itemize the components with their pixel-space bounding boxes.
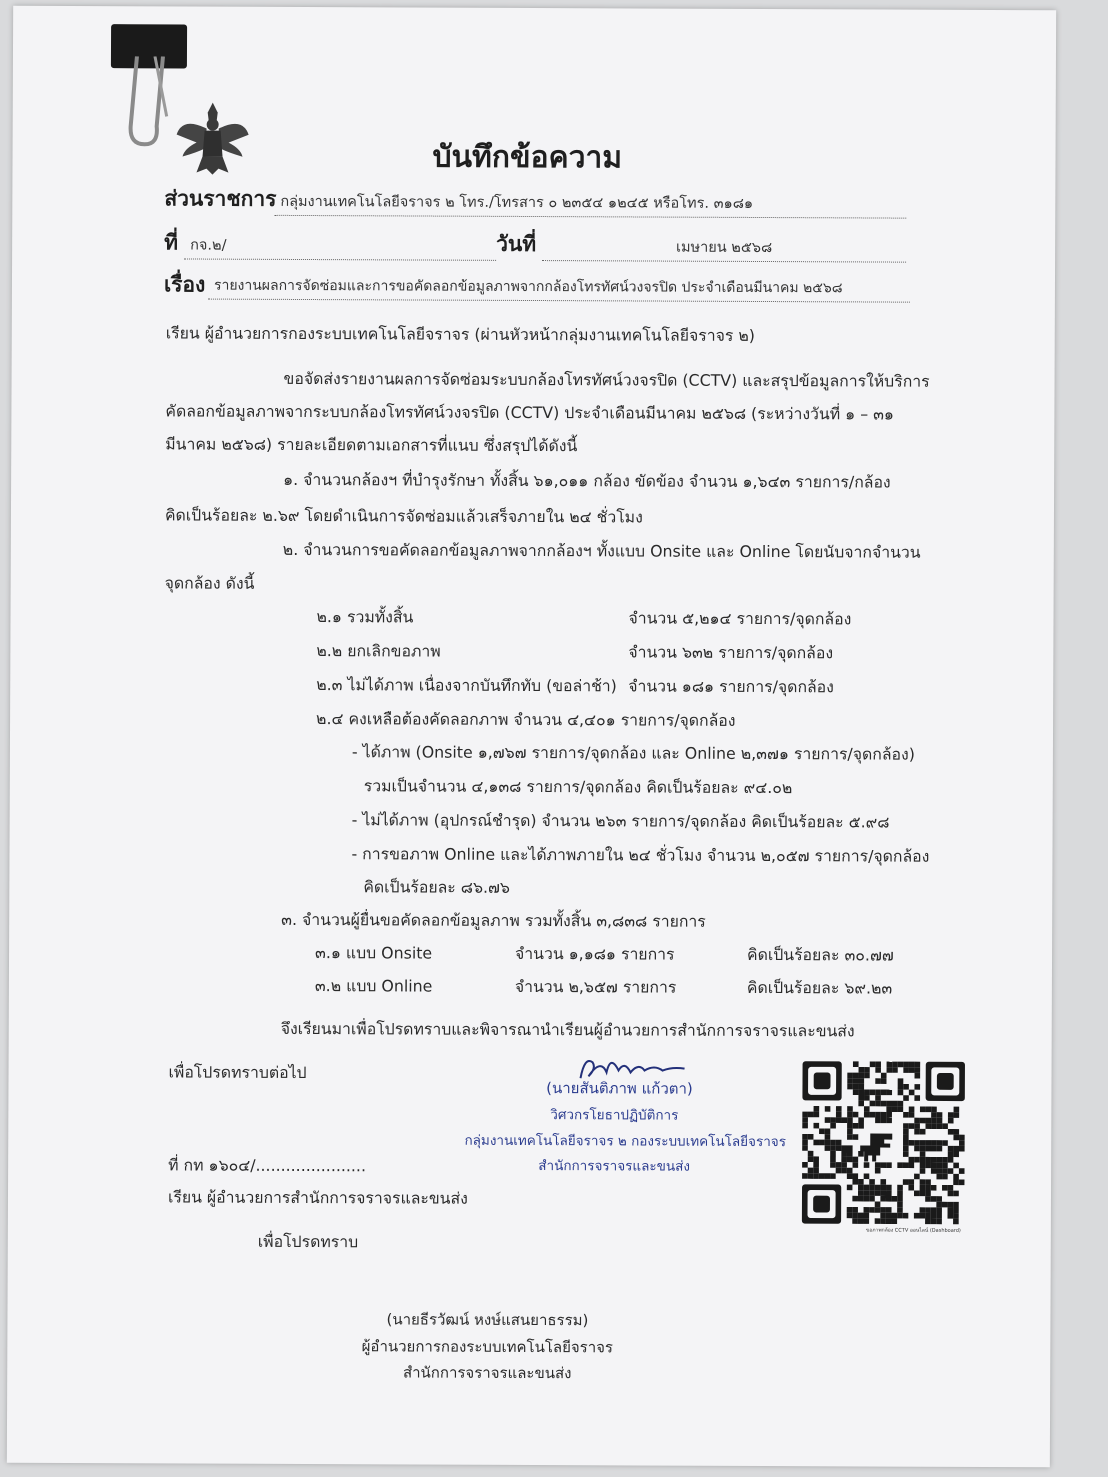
item-2-line-1: ๒. จำนวนการขอคัดลอกข้อมูลภาพจากกล้องฯ ทั้งแบบ Onsite และ Online โดยนับจากจำนวน (282, 539, 921, 562)
item-3-1-label: ๓.๑ แบบ Onsite (315, 943, 433, 963)
intro-line-1: ขอจัดส่งรายงานผลการจัดซ่อมระบบกล้องโทรทัศน์วงจรปิด (CCTV) และสรุปข้อมูลการให้บริการ (283, 368, 930, 391)
endorsement-to: เรียน ผู้อำนวยการสำนักการจราจรและขนส่ง (167, 1187, 468, 1208)
qr-code-icon[interactable] (798, 1059, 969, 1226)
item-2-4: ๒.๔ คงเหลือต้องคัดลอกภาพ จำนวน ๔,๔๐๑ รายการ/จุดกล้อง (316, 709, 736, 730)
agency-value: กลุ่มงานเทคโนโลยีจราจร ๒ โทร./โทรสาร ๐ ๒๓๕๔ ๑๒๔๕ หรือโทร. ๓๑๘๑ (274, 190, 906, 219)
signer-2-position: ผู้อำนวยการกองระบบเทคโนโลยีจราจร (361, 1337, 614, 1357)
item-3-2-count: จำนวน ๒,๖๕๗ รายการ (514, 976, 677, 997)
item-2-3-value: จำนวน ๑๘๑ รายการ/จุดกล้อง (628, 676, 834, 697)
item-2-2-label: ๒.๒ ยกเลิกขอภาพ (316, 641, 441, 661)
bullet-1-line-2: รวมเป็นจำนวน ๔,๑๓๘ รายการ/จุดกล้อง คิดเป็นร้อยละ ๙๔.๐๒ (363, 776, 793, 798)
signer-1-position: วิศวกรโยธาปฏิบัติการ (550, 1107, 679, 1124)
subject-value: รายงานผลการจัดซ่อมและการขอคัดลอกข้อมูลภาพจากกล้องโทรทัศน์วงจรปิด ประจำเดือนมีนาคม ๒๕๖๘ (208, 275, 910, 303)
intro-line-2: คัดลอกข้อมูลภาพจากระบบกล้องโทรทัศน์วงจรปิด (CCTV) ประจำเดือนมีนาคม ๒๕๖๘ (ระหว่างวันที่ ๑ – ๓๑ (165, 401, 895, 424)
date-label: วันที่ (496, 230, 537, 257)
intro-line-3: มีนาคม ๒๕๖๘) รายละเอียดตามเอกสารที่แนบ ซึ่งสรุปได้ดังนี้ (165, 434, 578, 456)
endorsement-note-2: เพื่อโปรดทราบ (257, 1231, 359, 1252)
garuda-emblem-icon (172, 98, 252, 178)
item-3: ๓. จำนวนผู้ยื่นขอคัดลอกข้อมูลภาพ รวมทั้งสิ้น ๓,๘๓๘ รายการ (281, 909, 706, 931)
item-1-line-1: ๑. จำนวนกล้องฯ ที่บำรุงรักษา ทั้งสิ้น ๖๑,๐๑๑ กล้อง ขัดข้อง จำนวน ๑,๖๔๓ รายการ/กล้อง (283, 469, 891, 492)
bullet-2: - ไม่ได้ภาพ (อุปกรณ์ชำรุด) จำนวน ๒๖๓ รายการ/จุดกล้อง คิดเป็นร้อยละ ๕.๙๘ (351, 810, 890, 832)
signer-1-office: สำนักการจราจรและขนส่ง (538, 1158, 690, 1175)
bullet-3-line-1: - การขอภาพ Online และได้ภาพภายใน ๒๔ ชั่วโมง จำนวน ๒,๐๕๗ รายการ/จุดกล้อง (351, 844, 930, 866)
signer-1-unit: กลุ่มงานเทคโนโลยีจราจร ๒ กองระบบเทคโนโลยีจราจร (464, 1132, 787, 1151)
item-2-1-value: จำนวน ๕,๒๑๔ รายการ/จุดกล้อง (628, 608, 852, 629)
subject-label: เรื่อง (163, 271, 206, 297)
ref-value: กจ.๒/ (184, 233, 496, 260)
item-3-1-percent: คิดเป็นร้อยละ ๓๐.๗๗ (747, 944, 894, 965)
signer-1-name: (นายสันติภาพ แก้วตา) (546, 1079, 693, 1098)
to-line: เรียน ผู้อำนวยการกองระบบเทคโนโลยีจราจร (ผ่านหัวหน้ากลุ่มงานเทคโนโลยีจราจร ๒) (165, 323, 755, 345)
item-1-line-2: คิดเป็นร้อยละ ๒.๖๙ โดยดำเนินการจัดซ่อมแล้วเสร็จภายใน ๒๔ ชั่วโมง (164, 505, 643, 527)
endorsement-ref: ที่ กท ๑๖๐๔/...................... (168, 1155, 367, 1176)
page-title: บันทึกข้อความ (432, 139, 623, 176)
item-2-line-2: จุดกล้อง ดังนี้ (164, 573, 255, 593)
qr-caption: ขอภาพกล้อง CCTV ออนไลน์ (Dashboard) (865, 1227, 961, 1234)
agency-label: ส่วนราชการ (164, 185, 277, 211)
memo-paper (7, 6, 1056, 1468)
item-2-3-label: ๒.๓ ไม่ได้ภาพ เนื่องจากบันทึกทับ (ขอล่าช้า) (316, 675, 617, 696)
item-3-2-label: ๓.๒ แบบ Online (314, 976, 433, 996)
signer-2-office: สำนักการจราจรและขนส่ง (402, 1363, 572, 1383)
item-2-1-label: ๒.๑ รวมทั้งสิ้น (316, 607, 414, 627)
date-value: เมษายน ๒๕๖๘ (542, 235, 906, 263)
signer-2-name: (นายธีรวัฒน์ หงษ์แสนยาธรรม) (386, 1310, 589, 1330)
bullet-3-line-2: คิดเป็นร้อยละ ๘๖.๗๖ (363, 877, 510, 897)
ref-label: ที่ (164, 229, 179, 255)
bullet-1-line-1: - ได้ภาพ (Onsite ๑,๗๖๗ รายการ/จุดกล้อง และ Online ๒,๓๗๑ รายการ/จุดกล้อง) (351, 742, 915, 764)
endorsement-note: เพื่อโปรดทราบต่อไป (168, 1062, 307, 1083)
item-3-2-percent: คิดเป็นร้อยละ ๖๙.๒๓ (746, 977, 893, 998)
closing-line: จึงเรียนมาเพื่อโปรดทราบและพิจารณานำเรียนผู้อำนวยการสำนักการจราจรและขนส่ง (280, 1018, 855, 1041)
item-3-1-count: จำนวน ๑,๑๘๑ รายการ (515, 943, 675, 964)
item-2-2-value: จำนวน ๖๓๒ รายการ/จุดกล้อง (628, 642, 834, 663)
